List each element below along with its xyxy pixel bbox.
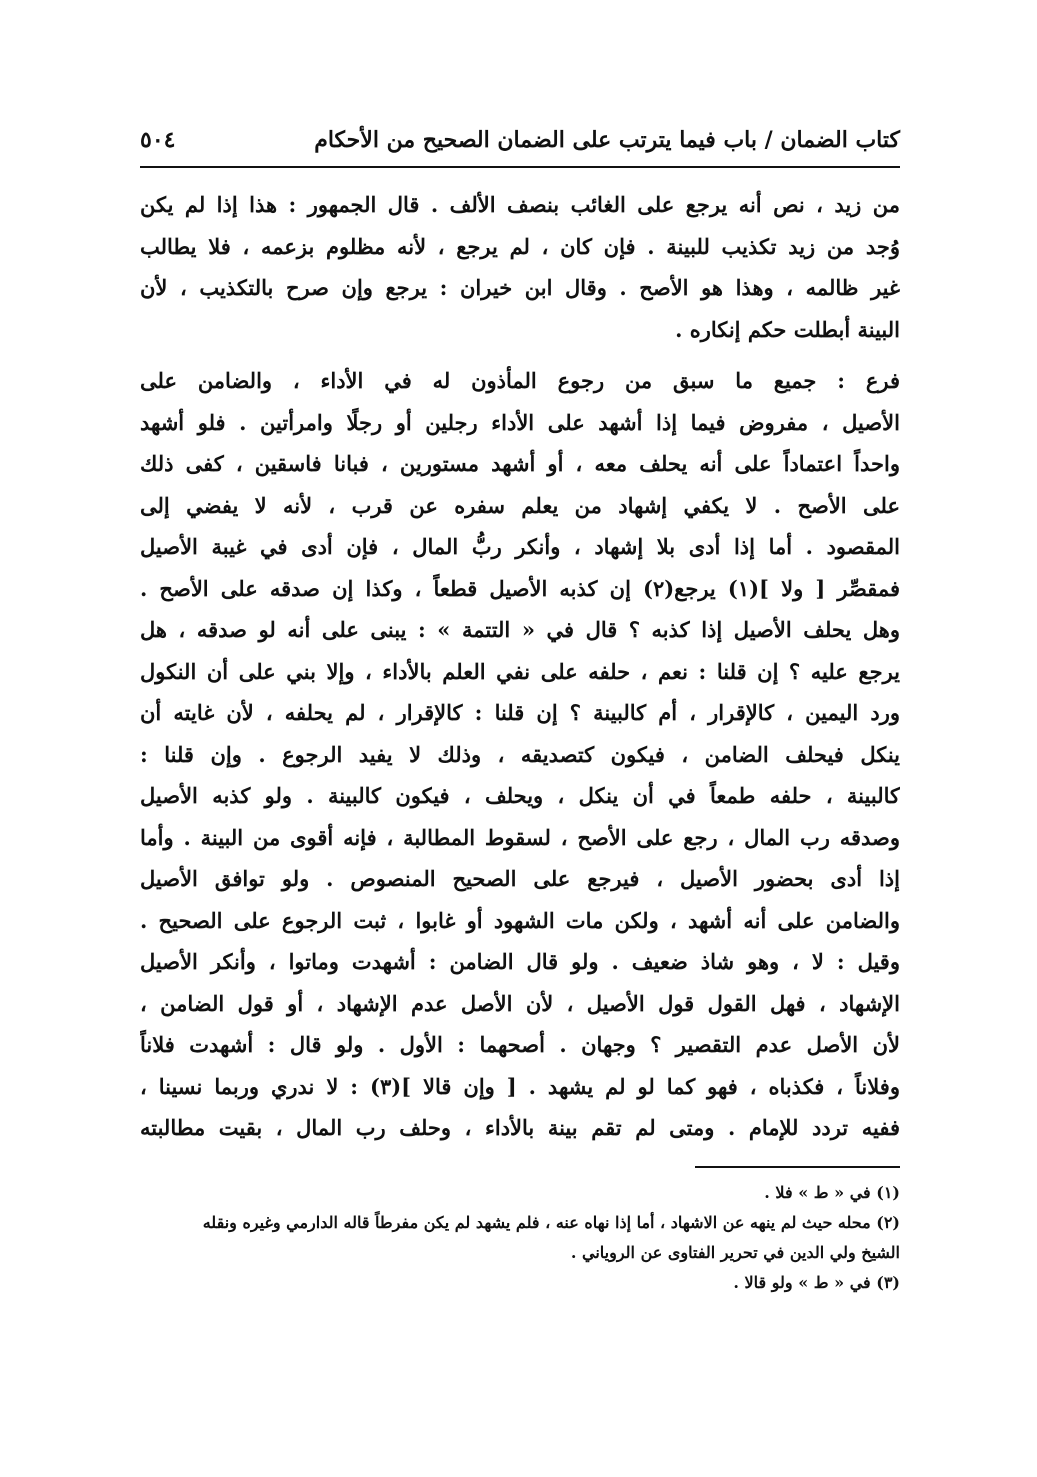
main-text <box>140 184 900 1149</box>
text-line: على الأصح . لا يكفي إشهاد من يعلم سفره عن قرب ، لأنه لا يفضي إلى <box>140 492 900 518</box>
footnote-1: (١) في « ط » فلا . <box>764 1183 900 1202</box>
paragraph-1 <box>140 184 900 350</box>
text-line: ينكل فيحلف الضامن ، فيكون كتصديقه ، وذلك لا يفيد الرجوع . وإن قلنا : <box>140 741 900 767</box>
text-line: وقيل : لا ، وهو شاذ ضعيف . ولو قال الضامن : أشهدت وماتوا ، وأنكر الأصيل <box>140 949 900 974</box>
footnote-3: (٣) في « ط » ولو قالا . <box>733 1273 900 1292</box>
text-line: البينة أبطلت حكم إنكاره . <box>675 316 900 342</box>
footnote-2: (٢) محله حيث لم ينهه عن الاشهاد ، أما إذا نهاه عنه ، فلم يشهد لم يكن مفرطاً قاله الدارمي وغيره ونقله <box>202 1213 900 1232</box>
text-line: وُجد من زيد تكذيب للبينة . فإن كان ، لم يرجع ، لأنه مظلوم بزعمه ، فلا يطالب <box>140 233 900 259</box>
text-line: فمقصِّر [ ولا ](١) يرجع(٢) إن كذبه الأصيل قطعاً ، وكذا إن صدقه على الأصح . <box>140 575 900 601</box>
text-line: ورد اليمين ، كالإقرار ، أم كالبينة ؟ إن قلنا : كالإقرار ، لم يحلفه ، لأن غايته أن <box>140 700 900 725</box>
footnote-rule <box>695 1166 900 1168</box>
running-title: كتاب الضمان / باب فيما يترتب على الضمان الصحيح من الأحكام <box>314 127 900 153</box>
text-line: غير ظالمه ، وهذا هو الأصح . وقال ابن خيران : يرجع وإن صرح بالتكذيب ، لأن <box>140 275 900 300</box>
text-line: الإشهاد ، فهل القول قول الأصيل ، لأن الأصل عدم الإشهاد ، أو قول الضامن ، <box>140 990 900 1016</box>
text-line: واحداً اعتماداً على أنه يحلف معه ، أو أشهد مستورين ، فبانا فاسقين ، كفى ذلك <box>140 451 900 476</box>
text-line: الأصيل ، مفروض فيما إذا أشهد على الأداء رجلين أو رجلًا وامرأتين . فلو أشهد <box>140 409 900 435</box>
text-line: كالبينة ، حلفه طمعاً في أن ينكل ، ويحلف ، فيكون كالبينة . ولو كذبه الأصيل <box>140 783 900 808</box>
page-header <box>140 120 900 160</box>
text-line: وهل يحلف الأصيل إذا كذبه ؟ قال في « التتمة » : يبنى على أنه لو صدقه ، هل <box>140 617 900 642</box>
text-line: والضامن على أنه أشهد ، ولكن مات الشهود أو غابوا ، ثبت الرجوع على الصحيح . <box>140 907 900 933</box>
text-line: وفلاناً ، فكذباه ، فهو كما لو لم يشهد . [ وإن قالا ](٣) : لا ندري وربما نسينا ، <box>140 1073 900 1099</box>
text-line: فرع : جميع ما سبق من رجوع المأذون له في الأداء ، والضامن على <box>140 368 900 393</box>
footnotes <box>140 1178 900 1298</box>
footnote-2-continued: الشيخ ولي الدين في تحرير الفتاوى عن الروياني . <box>570 1243 900 1262</box>
text-line: وصدقه رب المال ، رجع على الأصح ، لسقوط المطالبة ، فإنه أقوى من البينة . وأما <box>140 824 900 850</box>
page-number: ٥٠٤ <box>140 127 176 153</box>
text-line: من زيد ، نص أنه يرجع على الغائب بنصف الألف . قال الجمهور : هذا إذا لم يكن <box>140 192 900 217</box>
text-line: لأن الأصل عدم التقصير ؟ وجهان . أصحهما : الأول . ولو قال : أشهدت فلاناً <box>140 1032 900 1057</box>
paragraph-2 <box>140 360 900 1149</box>
header-rule <box>140 166 900 168</box>
text-line: إذا أدى بحضور الأصيل ، فيرجع على الصحيح المنصوص . ولو توافق الأصيل <box>140 866 900 891</box>
text-line: يرجع عليه ؟ إن قلنا : نعم ، حلفه على نفي العلم بالأداء ، وإلا بني على أن النكول <box>140 658 900 684</box>
text-line: ففيه تردد للإمام . ومتى لم تقم بينة بالأداء ، وحلف رب المال ، بقيت مطالبته <box>140 1115 900 1140</box>
text-line: المقصود . أما إذا أدى بلا إشهاد ، وأنكر ربُّ المال ، فإن أدى في غيبة الأصيل <box>140 534 900 559</box>
